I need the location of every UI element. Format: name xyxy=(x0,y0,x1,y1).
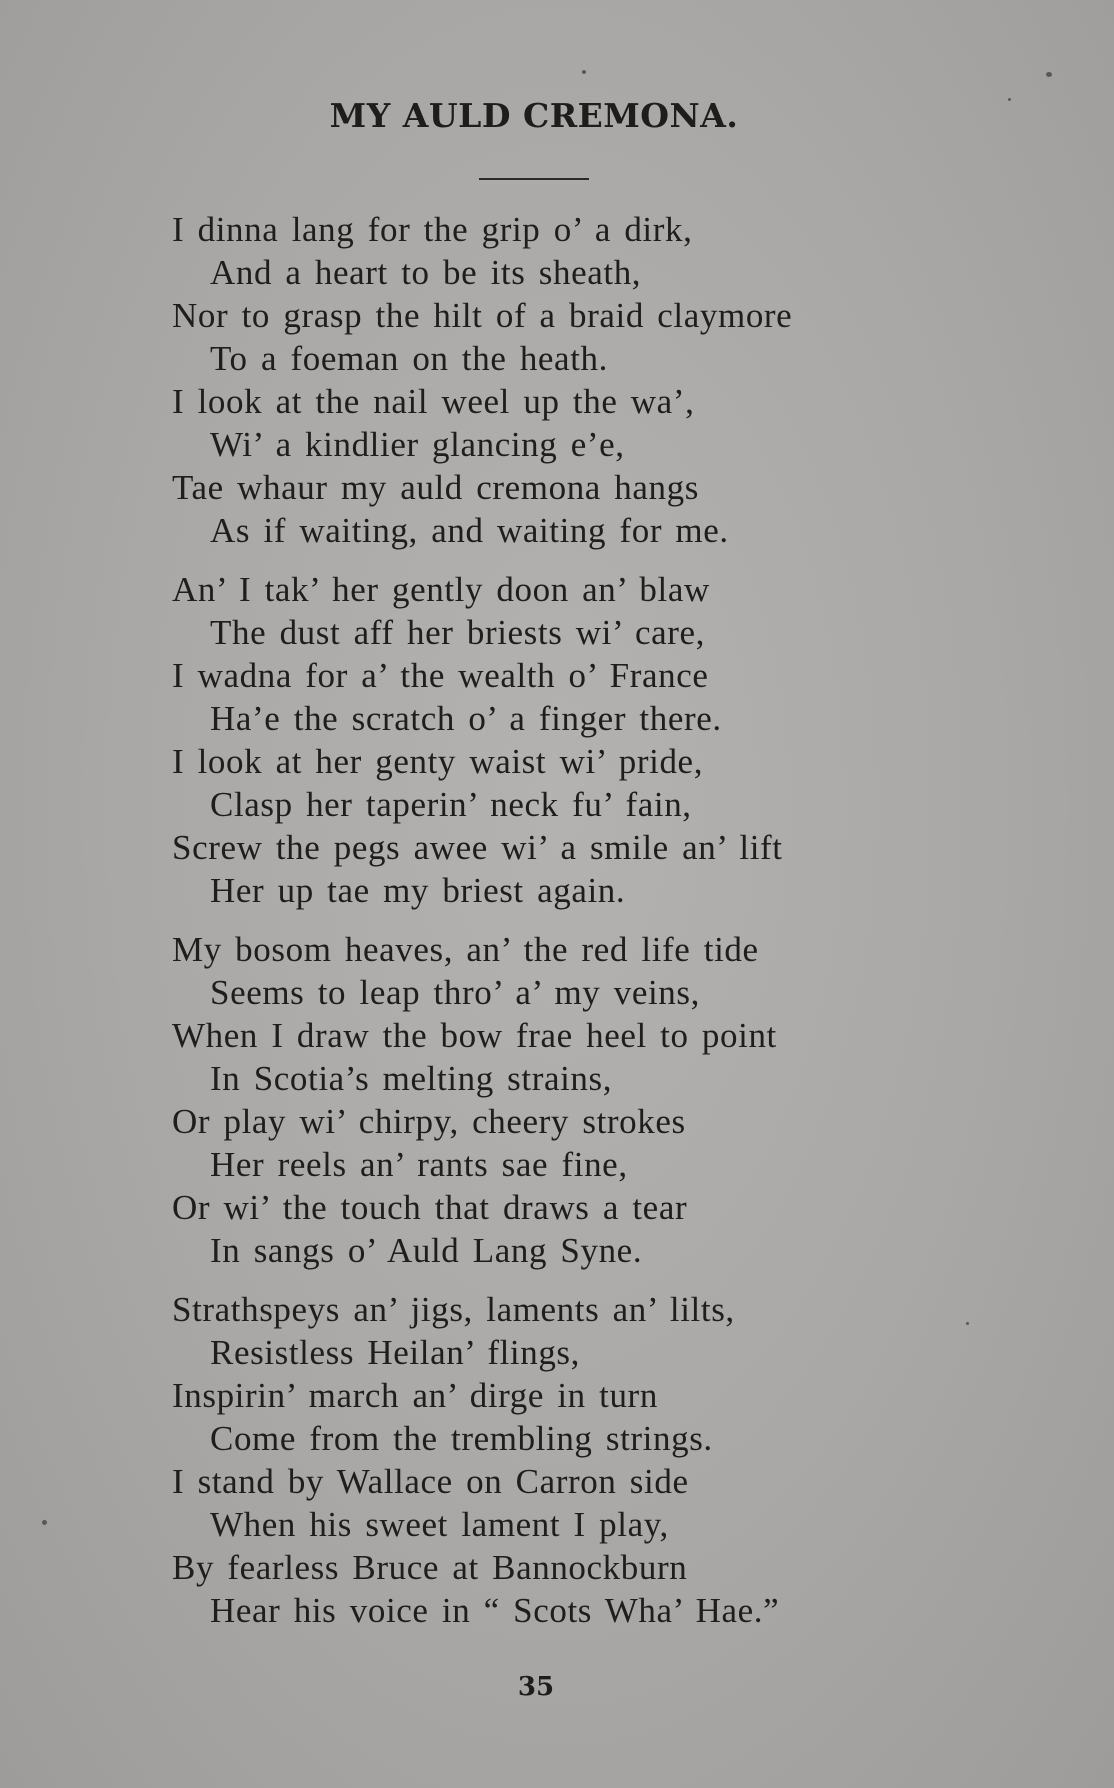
poem-line: Her reels an’ rants sae fine, xyxy=(210,1145,628,1184)
poem-line: Clasp her taperin’ neck fu’ fain, xyxy=(210,785,692,824)
poem-line: To a foeman on the heath. xyxy=(210,339,608,378)
poem-line: By fearless Bruce at Bannockburn xyxy=(172,1548,688,1587)
poem-line: In Scotia’s melting strains, xyxy=(210,1059,613,1098)
poem-line: Strathspeys an’ jigs, laments an’ lilts, xyxy=(172,1290,735,1329)
poem-line: Nor to grasp the hilt of a braid claymore xyxy=(172,296,793,335)
paper-speck xyxy=(1046,72,1052,77)
poem-line: Or wi’ the touch that draws a tear xyxy=(172,1188,688,1227)
poem-line: Screw the pegs awee wi’ a smile an’ lift xyxy=(172,828,783,867)
poem-line: Seems to leap thro’ a’ my veins, xyxy=(210,973,700,1012)
poem-line: When I draw the bow frae heel to point xyxy=(172,1016,777,1055)
poem-line: As if waiting, and waiting for me. xyxy=(210,511,729,550)
poem-line: Ha’e the scratch o’ a finger there. xyxy=(210,699,722,738)
poem-line: Resistless Heilan’ flings, xyxy=(210,1333,580,1372)
poem-line: Her up tae my briest again. xyxy=(210,871,626,910)
poem-line: My bosom heaves, an’ the red life tide xyxy=(172,930,759,969)
poem-title: MY AULD CREMONA. xyxy=(329,96,739,135)
title-rule xyxy=(479,178,589,180)
poem-line: In sangs o’ Auld Lang Syne. xyxy=(210,1231,643,1270)
poem-line: Inspirin’ march an’ dirge in turn xyxy=(172,1376,658,1415)
poem-line: And a heart to be its sheath, xyxy=(210,253,642,292)
poem-line: An’ I tak’ her gently doon an’ blaw xyxy=(172,570,710,609)
poem-line: The dust aff her briests wi’ care, xyxy=(210,613,706,652)
paper-speck xyxy=(42,1520,47,1525)
paper-speck xyxy=(582,70,586,74)
poem-line: I look at her genty waist wi’ pride, xyxy=(172,742,704,781)
stanza-2 xyxy=(172,568,1072,912)
stanza-1 xyxy=(172,208,1072,552)
poem-line: I wadna for a’ the wealth o’ France xyxy=(172,656,709,695)
stanza-4 xyxy=(172,1288,1072,1632)
poem-line: I look at the nail weel up the wa’, xyxy=(172,382,695,421)
poem-line: Or play wi’ chirpy, cheery strokes xyxy=(172,1102,686,1141)
poem-line: Come from the trembling strings. xyxy=(210,1419,713,1458)
poem-line: I dinna lang for the grip o’ a dirk, xyxy=(172,210,693,249)
poem-line: Hear his voice in “ Scots Wha’ Hae.” xyxy=(210,1591,780,1630)
poem-line: When his sweet lament I play, xyxy=(210,1505,669,1544)
stanza-3 xyxy=(172,928,1072,1272)
poem-line: Tae whaur my auld cremona hangs xyxy=(172,468,699,507)
page-number: 35 xyxy=(517,1672,555,1702)
poem-body xyxy=(172,208,1072,1648)
poem-line: Wi’ a kindlier glancing e’e, xyxy=(210,425,625,464)
poem-line: I stand by Wallace on Carron side xyxy=(172,1462,689,1501)
